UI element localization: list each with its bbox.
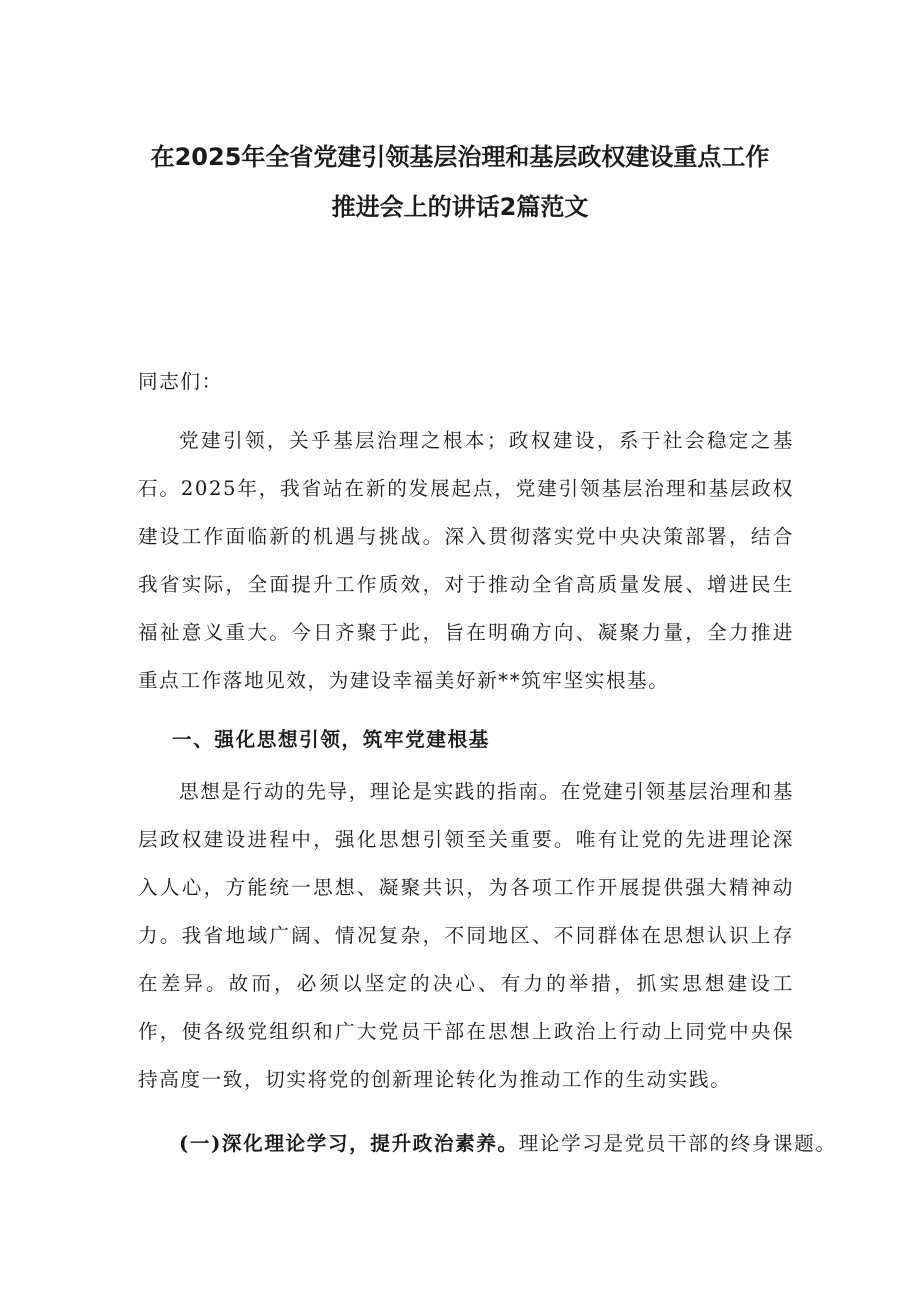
document-title-line-2: 推进会上的讲话2篇范文: [331, 193, 589, 221]
subsection-paragraph-1: [138, 1120, 838, 1168]
paragraph-intro: 党建引领，关乎基层治理之根本；政权建设，系于社会稳定之基石。2025年，我省站在新的发展起点，党建引领基层治理和基层政权建设工作面临新的机遇与挑战。深入贯彻落实党中央决策部署，结合我省实际，全面提升工作质效，对于推动全省高质量发展、增进民生福祉意义重大。今日齐聚于此，旨在明确方向、凝聚力量，全力推进重点工作落地见效，为建设幸福美好新**筑牢坚实根基。: [138, 429, 794, 692]
section-heading-1: 一、强化思想引领，筑牢党建根基: [172, 728, 490, 751]
subsection-text-1: 理论学习是党员干部的终身课题。: [518, 1132, 837, 1155]
subsection-heading-1: (一)深化理论学习，提升政治素养。: [179, 1132, 519, 1155]
document-title-line-1: 在2025年全省党建引领基层治理和基层政权建设重点工作: [150, 143, 770, 171]
paragraph-section-1: 思想是行动的先导，理论是实践的指南。在党建引领基层治理和基层政权建设进程中，强化思想引领至关重要。唯有让党的先进理论深入人心，方能统一思想、凝聚共识，为各项工作开展提供强大精神动力。我省地域广阔、情况复杂，不同地区、不同群体在思想认识上存在差异。故而，必须以坚定的决心、有力的举措，抓实思想建设工作，使各级党组织和广大党员干部在思想上政治上行动上同党中央保持高度一致，切实将党的创新理论转化为推动工作的生动实践。: [138, 780, 794, 1091]
salutation: 同志们：: [138, 370, 223, 393]
